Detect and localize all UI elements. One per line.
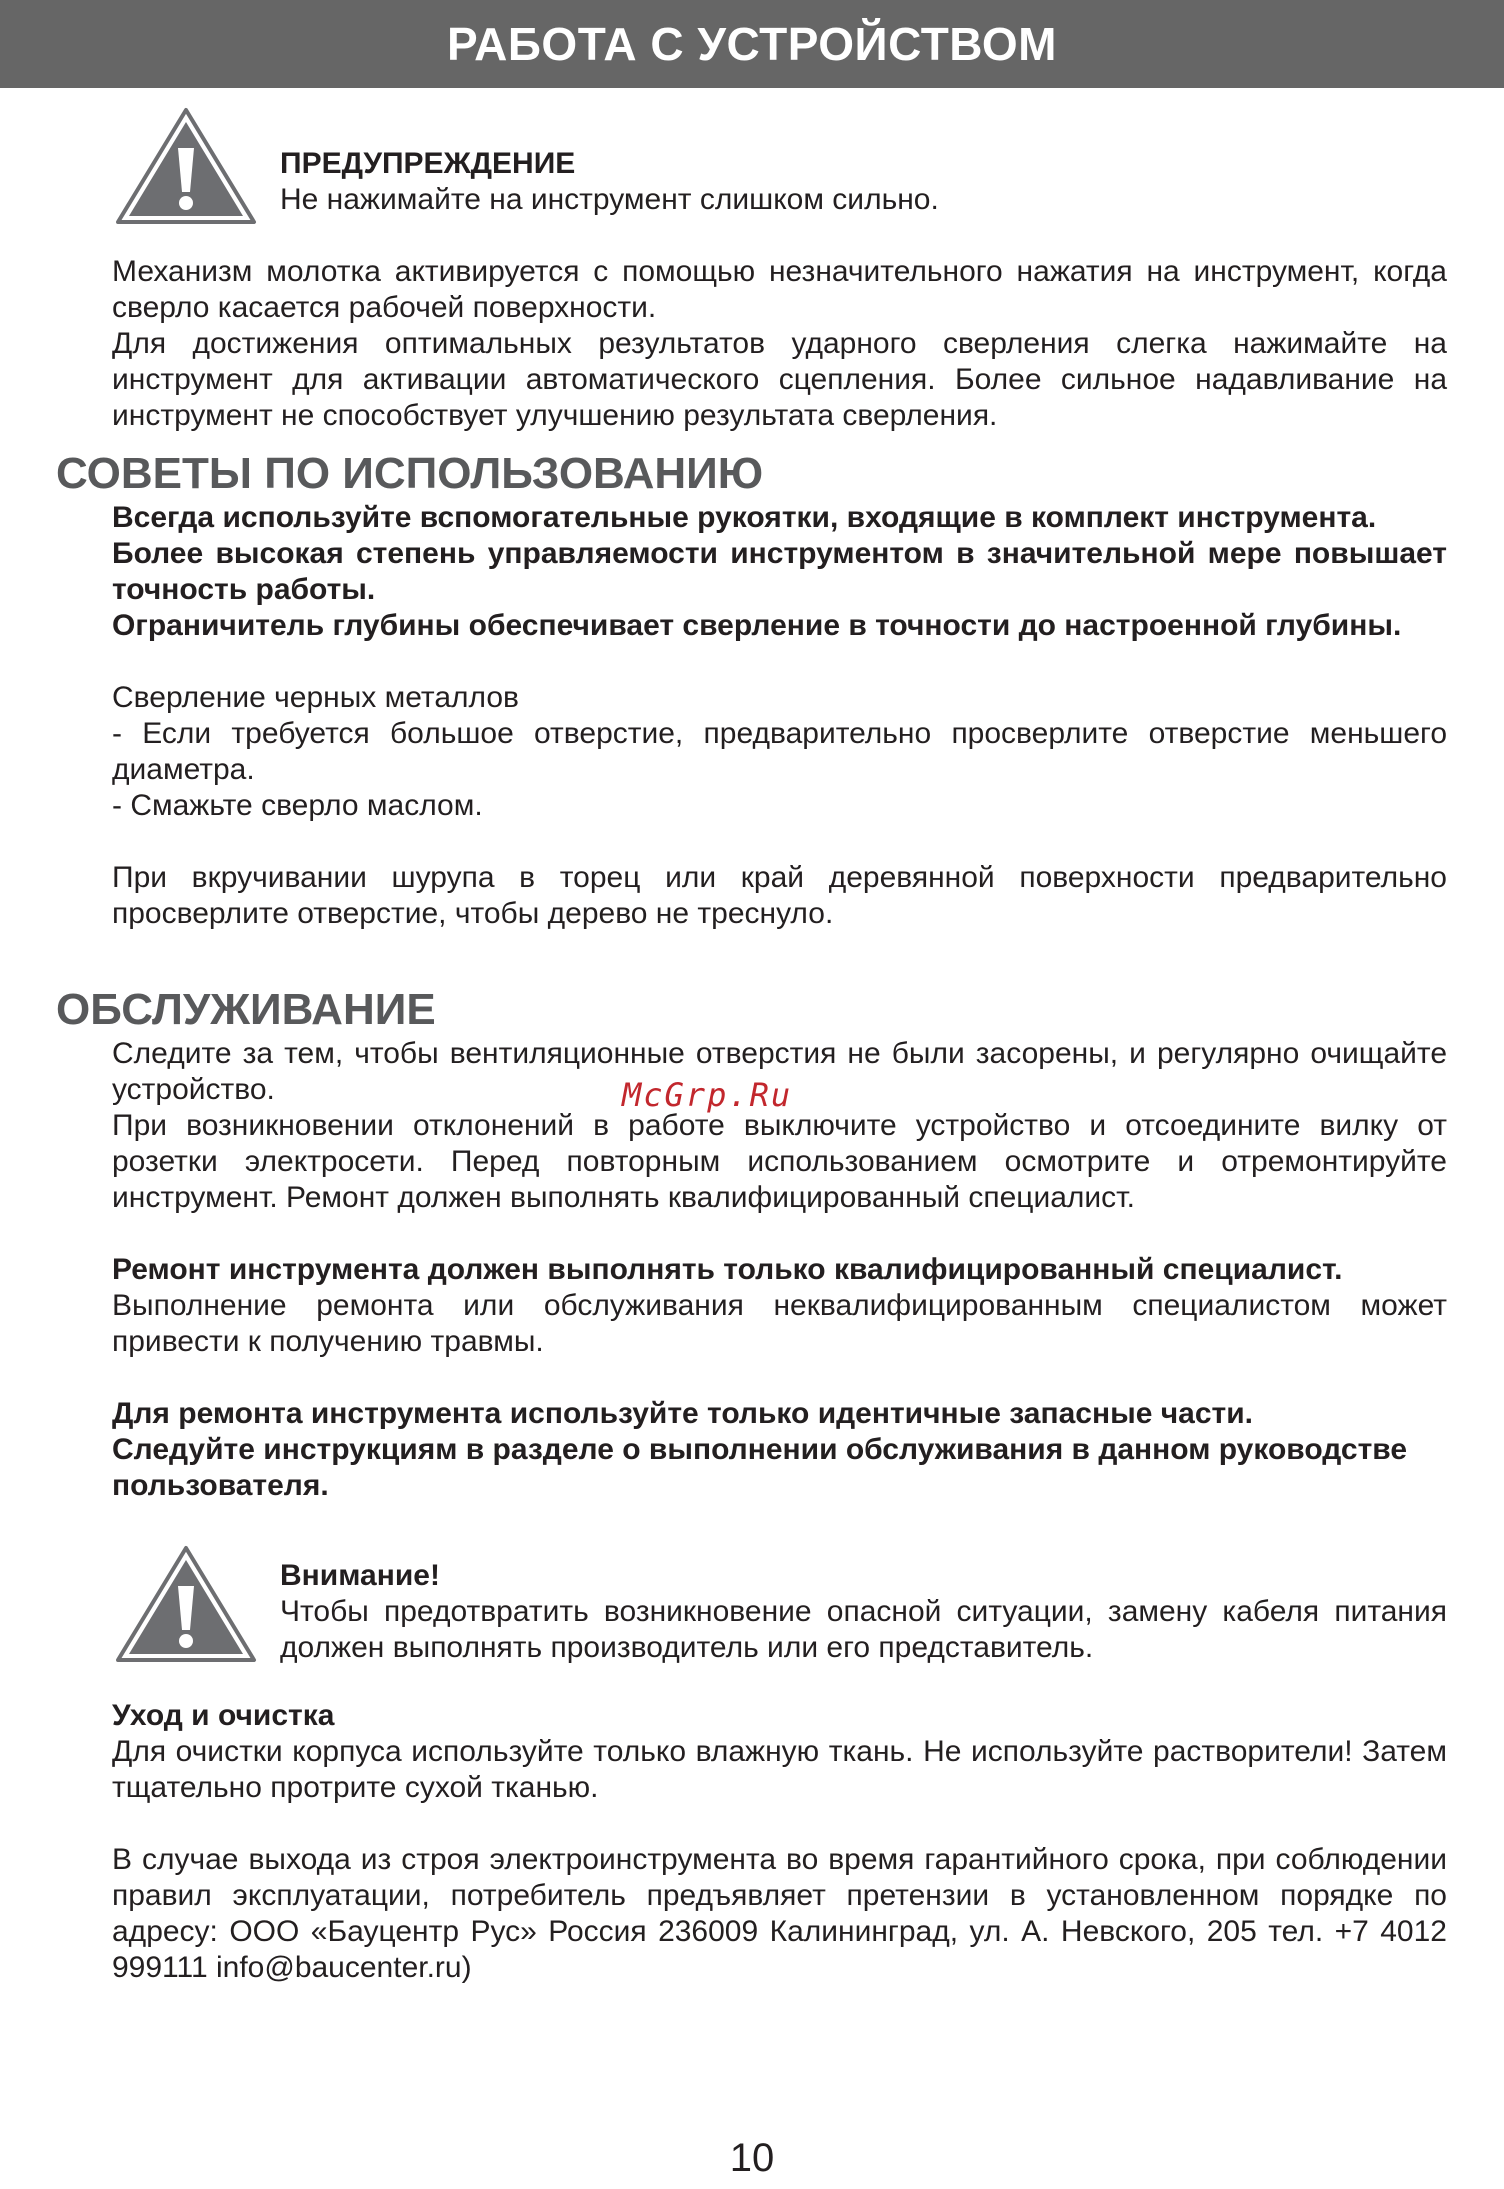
tips-bold-3: Ограничитель глубины обеспечивает сверление в точности до настроенной глубины. bbox=[112, 609, 1402, 642]
service-bold-2: Для ремонта инструмента используйте только идентичные запасные части. bbox=[112, 1397, 1253, 1430]
service-bold-3: Следуйте инструкциям в разделе о выполнении обслуживания в данном руководстве пользователя. bbox=[112, 1433, 1408, 1502]
attention-text: Чтобы предотвратить возникновение опасной ситуации, замену кабеля питания должен выполнять производитель или его представитель. bbox=[280, 1595, 1447, 1664]
warning-text: Не нажимайте на инструмент слишком сильно. bbox=[280, 183, 939, 216]
screw-paragraph: При вкручивании шурупа в торец или край деревянной поверхности предварительно просверлите отверстие, чтобы дерево не треснуло. bbox=[112, 861, 1447, 930]
page-title: РАБОТА С УСТРОЙСТВОМ bbox=[447, 18, 1057, 70]
metal-title: Сверление черных металлов bbox=[112, 681, 519, 714]
tips-heading: СОВЕТЫ ПО ИСПОЛЬЗОВАНИЮ bbox=[56, 449, 764, 498]
intro-paragraph-2: Для достижения оптимальных результатов ударного сверления слегка нажимайте на инструмент для активации автоматического сцепления. Более сильное надавливание на инструмент не способствует улучшению результата сверления. bbox=[112, 327, 1447, 432]
warning-title: ПРЕДУПРЕЖДЕНИЕ bbox=[280, 147, 576, 180]
care-paragraph-2: В случае выхода из строя электроинструмента во время гарантийного срока, при соблюдении правил эксплуатации, потребитель предъявляет претензии в установленном порядке по адресу: ООО «Бауцентр Рус» Россия 236009 Калининград, ул. А. Невского, 205 тел. +7 4012 999111 info@baucenter.ru) bbox=[112, 1843, 1447, 1984]
watermark: McGrp.Ru bbox=[622, 1076, 793, 1114]
intro-section bbox=[112, 254, 1447, 434]
care-title: Уход и очистка bbox=[112, 1699, 335, 1732]
care-section bbox=[112, 1698, 1447, 1986]
tips-bold-2: Более высокая степень управляемости инструментом в значительной мере повышает точность работы. bbox=[112, 537, 1447, 606]
warning-block-2 bbox=[112, 1542, 1447, 1666]
attention-title: Внимание! bbox=[280, 1559, 440, 1592]
service-paragraph-2: При возникновении отклонений в работе выключите устройство и отсоедините вилку от розетки электросети. Перед повторным использованием осмотрите и отремонтируйте инструмент. Ремонт должен выполнять квалифицированный специалист. bbox=[112, 1109, 1447, 1214]
service-bold-1: Ремонт инструмента должен выполнять только квалифицированный специалист. bbox=[112, 1253, 1343, 1286]
warning-block-1 bbox=[112, 104, 1447, 228]
tips-section bbox=[56, 448, 1447, 932]
service-paragraph-3: Выполнение ремонта или обслуживания неквалифицированным специалистом может привести к получению травмы. bbox=[112, 1289, 1447, 1358]
metal-item-2: - Смажьте сверло маслом. bbox=[112, 789, 483, 822]
warning-triangle-icon bbox=[112, 1542, 260, 1666]
tips-bold-1: Всегда используйте вспомогательные рукоятки, входящие в комплект инструмента. bbox=[112, 501, 1377, 534]
intro-paragraph-1: Механизм молотка активируется с помощью незначительного нажатия на инструмент, когда сверло касается рабочей поверхности. bbox=[112, 255, 1447, 324]
service-section bbox=[56, 984, 1447, 1504]
service-heading: ОБСЛУЖИВАНИЕ bbox=[56, 985, 436, 1034]
care-paragraph-1: Для очистки корпуса используйте только влажную ткань. Не используйте растворители! Затем тщательно протрите сухой тканью. bbox=[112, 1735, 1447, 1804]
metal-item-1: - Если требуется большое отверстие, предварительно просверлите отверстие меньшего диаметра. bbox=[112, 717, 1447, 786]
page-header bbox=[0, 0, 1504, 88]
warning-triangle-icon bbox=[112, 104, 260, 228]
page-number: 10 bbox=[729, 2136, 775, 2180]
service-paragraph-1: Следите за тем, чтобы вентиляционные отверстия не были засорены, и регулярно очищайте устройство. bbox=[112, 1037, 1447, 1106]
